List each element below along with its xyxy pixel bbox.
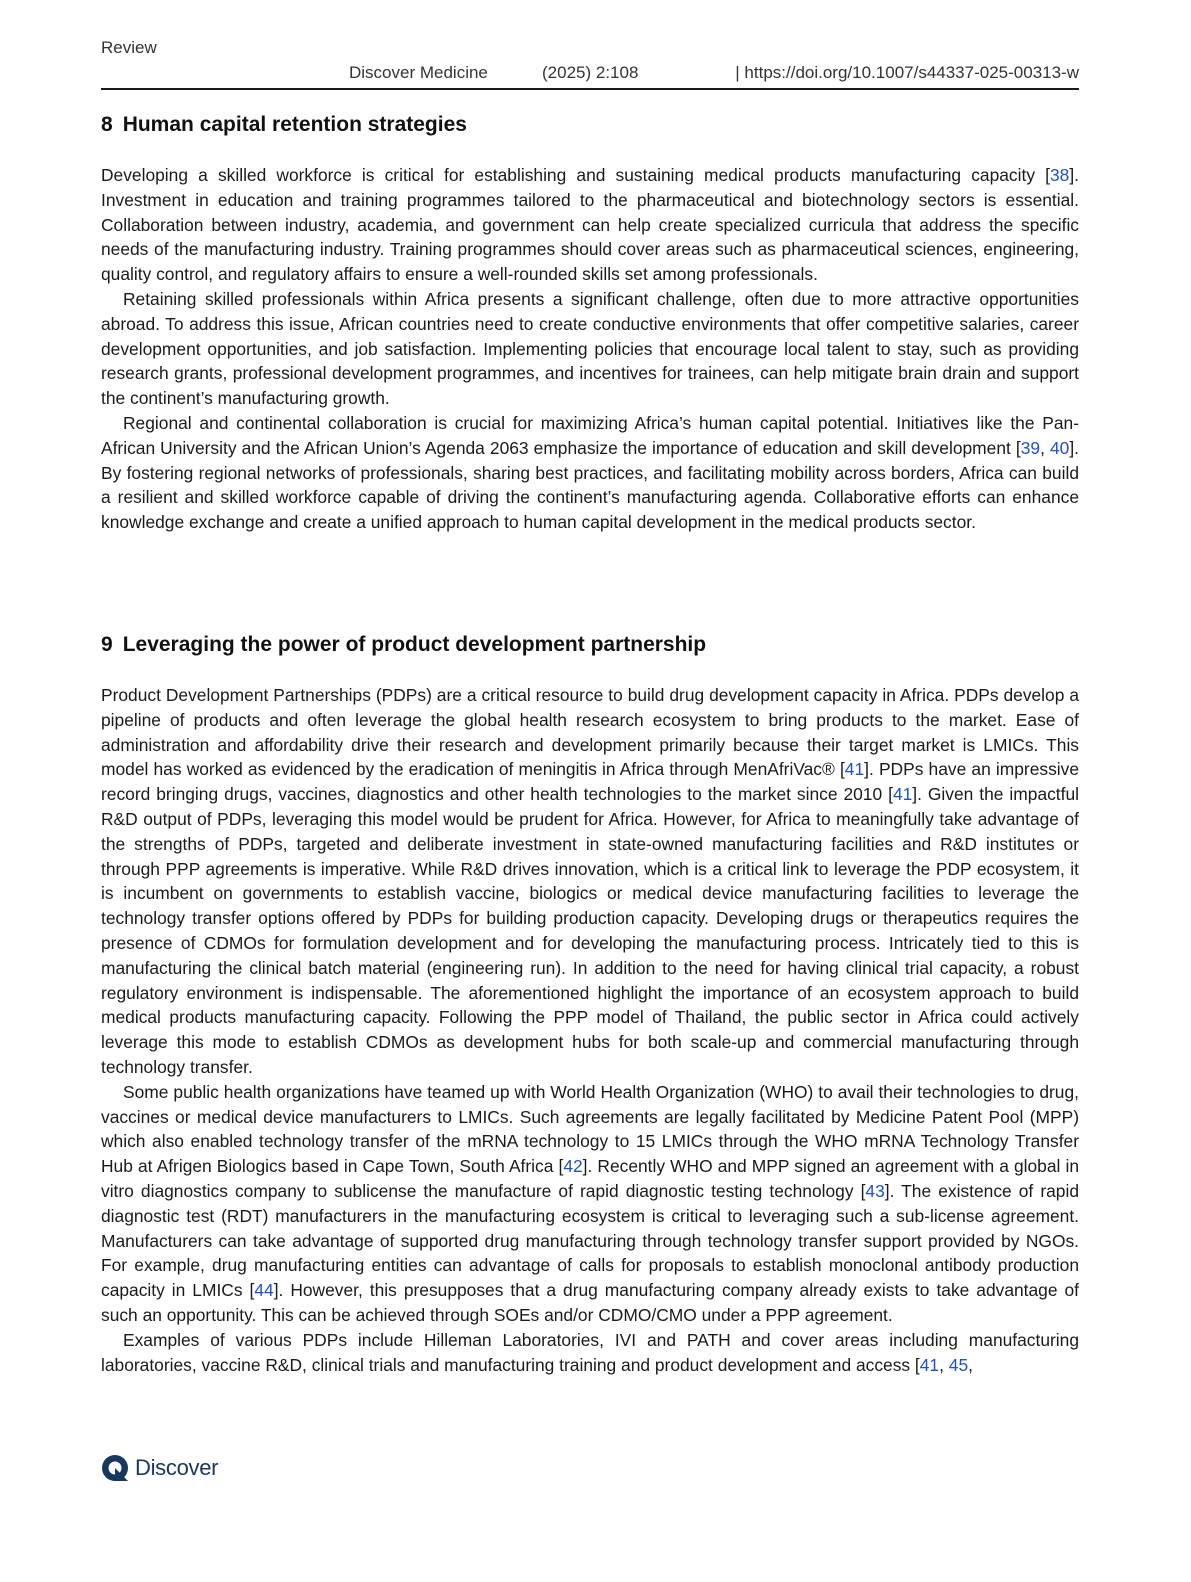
citation-link[interactable]: 42 [563, 1156, 583, 1177]
citation-link[interactable]: 44 [254, 1280, 274, 1301]
citation-link[interactable]: 43 [865, 1180, 885, 1201]
year-volume: (2025) 2:108 [542, 63, 639, 82]
section-number: 9 [101, 633, 113, 656]
section-title: Leveraging the power of product development partnership [122, 633, 707, 656]
discover-logo [101, 1452, 218, 1484]
citation-link[interactable]: 38 [1049, 165, 1070, 185]
citation-link[interactable]: 39 [1020, 437, 1041, 458]
citation-link[interactable]: 41 [892, 784, 913, 805]
section-title: Human capital retention strategies [122, 113, 467, 136]
journal-name: Discover Medicine [349, 63, 488, 82]
citation-link[interactable]: 41 [844, 759, 865, 780]
paragraph: Retaining skilled professionals within Africa presents a significant challenge, often due to more attractive opportunities abroad. To address this issue, African countries need to create conductive environments that offer competitive salaries, career development opportunities, and job satisfaction. Implementing policies that encourage local talent to stay, such as providing research grants, professional development programmes, and incentives for trainees, can help mitigate brain drain and support the continent’s manufacturing growth. [101, 288, 1079, 409]
citation-link[interactable]: 45 [948, 1354, 969, 1375]
paragraph: Developing a skilled workforce is critical for establishing and sustaining medical products manufacturing capacity [38]. Investment in education and training programmes tailored to the pharmaceutical and biotechnology sectors is essential. Collaboration between industry, academia, and government can help create specialized curricula that address the specific needs of the manufacturing industry. Training programmes should cover areas such as pharmaceutical sciences, engineering, quality control, and regulatory affairs to ensure a well-rounded skills set among professionals. [101, 165, 1079, 285]
header-rule [101, 88, 1079, 90]
section-type-label: Review [101, 38, 157, 57]
section-8-heading [101, 113, 467, 137]
citation-link[interactable]: 41 [919, 1354, 940, 1375]
section-9-body [101, 683, 1079, 1377]
section-number: 8 [101, 113, 113, 136]
paragraph: Regional and continental collaboration is crucial for maximizing Africa’s human capital potential. Initiatives like the Pan-African University and the African Union’s Agenda 2063 emphasize the importance of education and skill development [39, 40]. By fostering regional networks of professionals, sharing best practices, and facilitating mobility across borders, Africa can build a resilient and skilled workforce capable of driving the continent’s manufacturing agenda. Collaborative efforts can enhance knowledge exchange and create a unified approach to human capital development in the medical products sector. [101, 412, 1079, 533]
discover-logo-text: Discover [135, 1455, 219, 1480]
paragraph: Some public health organizations have teamed up with World Health Organization (WHO) to avail their technologies to drug, vaccines or medical device manufacturers to LMICs. Such agreements are legally facilitated by Medicine Patent Pool (MPP) which also enabled technology transfer of the mRNA technology to 15 LMICs through the WHO mRNA Technology Transfer Hub at Afrigen Biologics based in Cape Town, South Africa [42]. Recently WHO and MPP signed an agreement with a global in vitro diagnostics company to sublicense the manufacture of rapid diagnostic testing technology [43]. The existence of rapid diagnostic test (RDT) manufacturers in the manufacturing ecosystem is critical to leveraging such a sub-license agreement. Manufacturers can take advantage of supported drug manufacturing through technology transfer support provided by NGOs. For example, drug manufacturing entities can advantage of calls for proposals to establish monoclonal antibody production capacity in LMICs [44]. However, this presupposes that a drug manufacturing company already exists to take advantage of such an opportunity. This can be achieved through SOEs and/or CDMO/CMO under a PPP agreement. [101, 1081, 1080, 1325]
section-8-body [101, 163, 1079, 535]
running-header [101, 63, 1079, 87]
paragraph: Examples of various PDPs include Hilleman Laboratories, IVI and PATH and cover areas including manufacturing laboratories, vaccine R&D, clinical trials and manufacturing training and product development and access [41, 45, [101, 1329, 1079, 1375]
paragraph: Product Development Partnerships (PDPs) are a critical resource to build drug development capacity in Africa. PDPs develop a pipeline of products and often leverage the global health research ecosystem to bring products to the market. Ease of administration and affordability drive their research and development primarily because their target market is LMICs. This model has worked as evidenced by the eradication of meningitis in Africa through MenAfriVac® [41]. PDPs have an impressive record bringing drugs, vaccines, diagnostics and other health technologies to the market since 2010 [41]. Given the impactful R&D output of PDPs, leveraging this model would be prudent for Africa. However, for Africa to meaningfully take advantage of the strengths of PDPs, targeted and deliberate investment in state-owned manufacturing facilities and R&D institutes or through PPP agreements is imperative. While R&D drives innovation, which is a critical link to leverage the PDP ecosystem, it is incumbent on governments to establish vaccine, biologics or medical device manufacturing facilities to leverage the technology transfer options offered by PDPs for building production capacity. Developing drugs or therapeutics requires the presence of CDMOs for formulation development and for developing the manufacturing process. Intricately tied to this is manufacturing the clinical batch material (engineering run). In addition to the need for having clinical trial capacity, a robust regulatory environment is indispensable. The aforementioned highlight the importance of an ecosystem approach to build medical products manufacturing capacity. Following the PPP model of Thailand, the public sector in Africa could actively leverage this mode to establish CDMOs as development hubs for both scale-up and commercial manufacturing through technology transfer. [101, 685, 1080, 1077]
citation-link[interactable]: 40 [1049, 437, 1070, 458]
discover-logo-icon [101, 1454, 129, 1482]
section-9-heading [101, 633, 706, 657]
doi-link[interactable]: | https://doi.org/10.1007/s44337-025-00313-w [735, 63, 1079, 82]
